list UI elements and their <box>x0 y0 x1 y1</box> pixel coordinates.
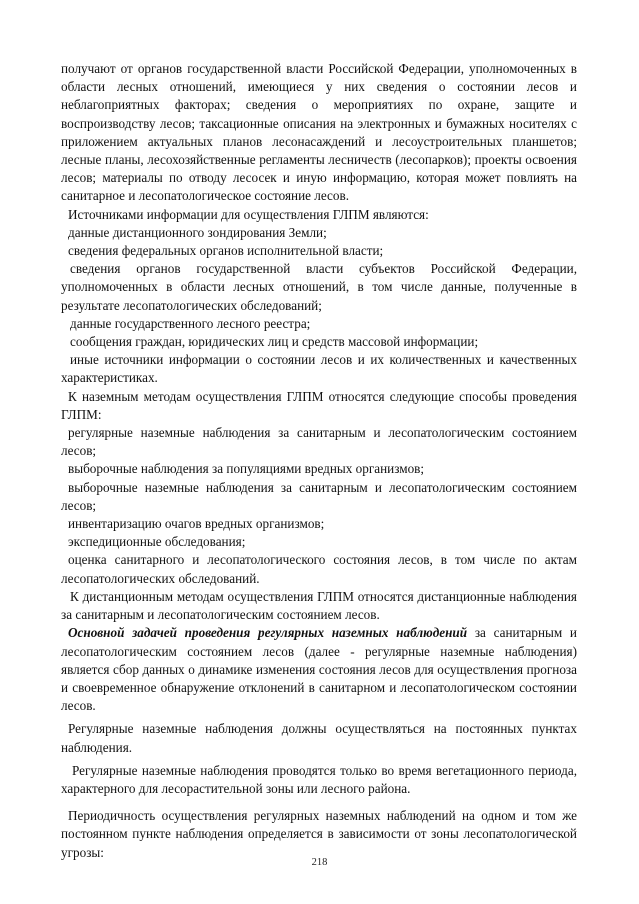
list-item-source: иные источники информации о состоянии лесов и их количественных и качественных характеристиках. <box>61 352 577 386</box>
paragraph-intro: получают от органов государственной власти Российской Федерации, уполномоченных в области лесных отношений, имеющиеся у них сведения о состоянии лесов и неблагоприятных факторах; сведения о мероприятиях по охране, защите и воспроизводству лесов; таксационные описания на электронных и бумажных носителях с приложением актуальных планов лесонасаждений и лесоустроительных планшетов; лесные планы, лесохозяйственные регламенты лесничеств (лесопарков); проекты освоения лесов; материалы по отводу лесосек и иную информацию, которая может повлиять на санитарное и лесопатологическое состояние лесов. <box>61 61 577 204</box>
paragraph-sources-heading: Источниками информации для осуществления ГЛПМ являются: <box>68 206 429 222</box>
paragraph-permanent-points: Регулярные наземные наблюдения должны осуществляться на постоянных пунктах наблюдения. <box>61 721 577 755</box>
page-number: 218 <box>311 857 328 868</box>
list-item-source: сведения органов государственной власти субъектов Российской Федерации, уполномоченных в области лесных отношений, в том числе данные, полученные в результате лесопатологических обследований; <box>61 261 577 313</box>
list-item-method: выборочные наблюдения за популяциями вредных организмов; <box>68 461 425 477</box>
list-item-method: регулярные наземные наблюдения за санитарным и лесопатологическим состоянием лесов; <box>61 425 577 459</box>
paragraph-vegetation-period: Регулярные наземные наблюдения проводятся только во время вегетационного периода, характерного для лесорастительной зоны или лесного района. <box>61 762 577 796</box>
emphasis-text: Основной задачей проведения регулярных наземных наблюдений <box>68 625 468 641</box>
paragraph-remote-methods: К дистанционным методам осуществления ГЛПМ относятся дистанционные наблюдения за санитарным и лесопатологическим состоянием лесов. <box>61 588 577 623</box>
list-item-source: данные дистанционного зондирования Земли; <box>68 224 327 240</box>
list-item-source: данные государственного лесного реестра; <box>70 315 311 331</box>
list-item-method: выборочные наземные наблюдения за санитарным и лесопатологическим состоянием лесов; <box>61 479 577 513</box>
list-item-method: экспедиционные обследования; <box>68 534 246 550</box>
paragraph-periodicity: Периодичность осуществления регулярных наземных наблюдений на одном и том же постоянном пункте наблюдения определяется в зависимости от зоны лесопатологической угрозы: <box>61 808 577 860</box>
paragraph-text: за санитарным и лесопатологическим состоянием лесов (далее - регулярные наземные наблюдения) является сбор данных о динамике изменения состояния лесов для осуществления прогноза и своевременное обнаружение отклонений в санитарном и лесопатологическом состоянии лесов. <box>61 625 577 714</box>
paragraph-main-task <box>61 624 577 715</box>
list-item-method: оценка санитарного и лесопатологического состояния лесов, в том числе по актам лесопатологических обследований. <box>61 552 577 586</box>
list-item-source: сообщения граждан, юридических лиц и средств массовой информации; <box>70 334 479 350</box>
list-item-source: сведения федеральных органов исполнительной власти; <box>68 243 384 259</box>
paragraph-ground-methods: К наземным методам осуществления ГЛПМ относятся следующие способы проведения ГЛПМ: <box>61 388 577 422</box>
document-page <box>61 60 577 862</box>
list-item-method: инвентаризацию очагов вредных организмов; <box>68 516 325 532</box>
